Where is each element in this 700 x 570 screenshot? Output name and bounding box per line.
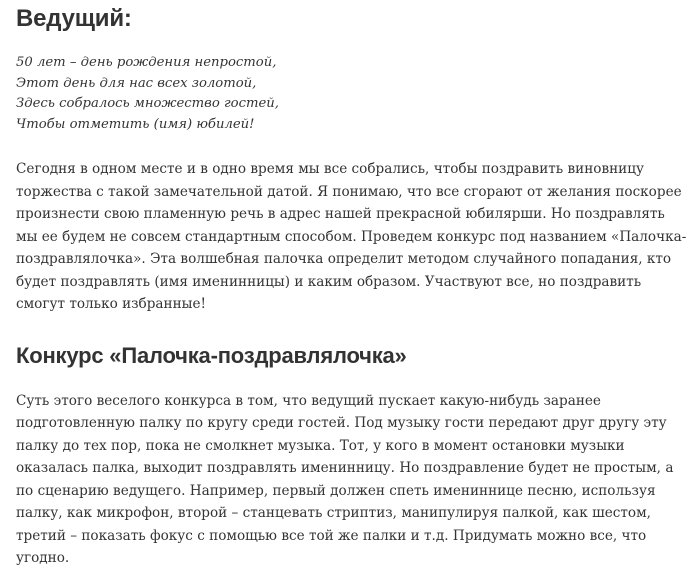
contest-paragraph: Суть этого веселого конкурса в том, что ведущий пускает какую-нибудь заранее подготовленную палку по кругу среди гостей. Под музыку гости передают друг другу эту палку до тех пор, пока не смолкнет музыка. Тот, у кого в момент остановки музыки оказалась палка, выходит поздравлять именинницу. Но поздравление будет не простым, а по сценарию ведущего. Например, первый должен спеть имениннице песню, используя палку, как микрофон, второй – станцевать стриптиз, манипулируя палкой, как шестом, третий – показать фокус с помощью все той же палки и т.д. Придумать можно все, что угодно. (16, 392, 674, 566)
poem-line: Чтобы отметить (имя) юбилей! (16, 116, 255, 132)
poem-line: 50 лет – день рождения непростой, (16, 55, 277, 70)
poem-line: Этот день для нас всех золотой, (16, 75, 257, 91)
poem (16, 53, 690, 135)
host-paragraph: Сегодня в одном месте и в одно время мы все собрались, чтобы поздравить виновницу торжества с такой замечательной датой. Я понимаю, что все сгорают от желания поскорее произнести свою пламенную речь в адрес нашей прекрасной юбилярши. Но поздравлять мы ее будем не совсем стандартным способом. Проведем конкурс под названием «Палочка-поздравлялочка». Эта волшебная палочка определит методом случайного попадания, кто будет поздравлять (имя именинницы) и каким образом. Участвуют все, но поздравить смогут только избранные! (16, 161, 687, 312)
poem-line: Здесь собралось множество гостей, (16, 96, 279, 111)
host-heading: Ведущий: (16, 5, 132, 32)
contest-heading: Конкурс «Палочка-поздравлялочка» (16, 342, 407, 368)
